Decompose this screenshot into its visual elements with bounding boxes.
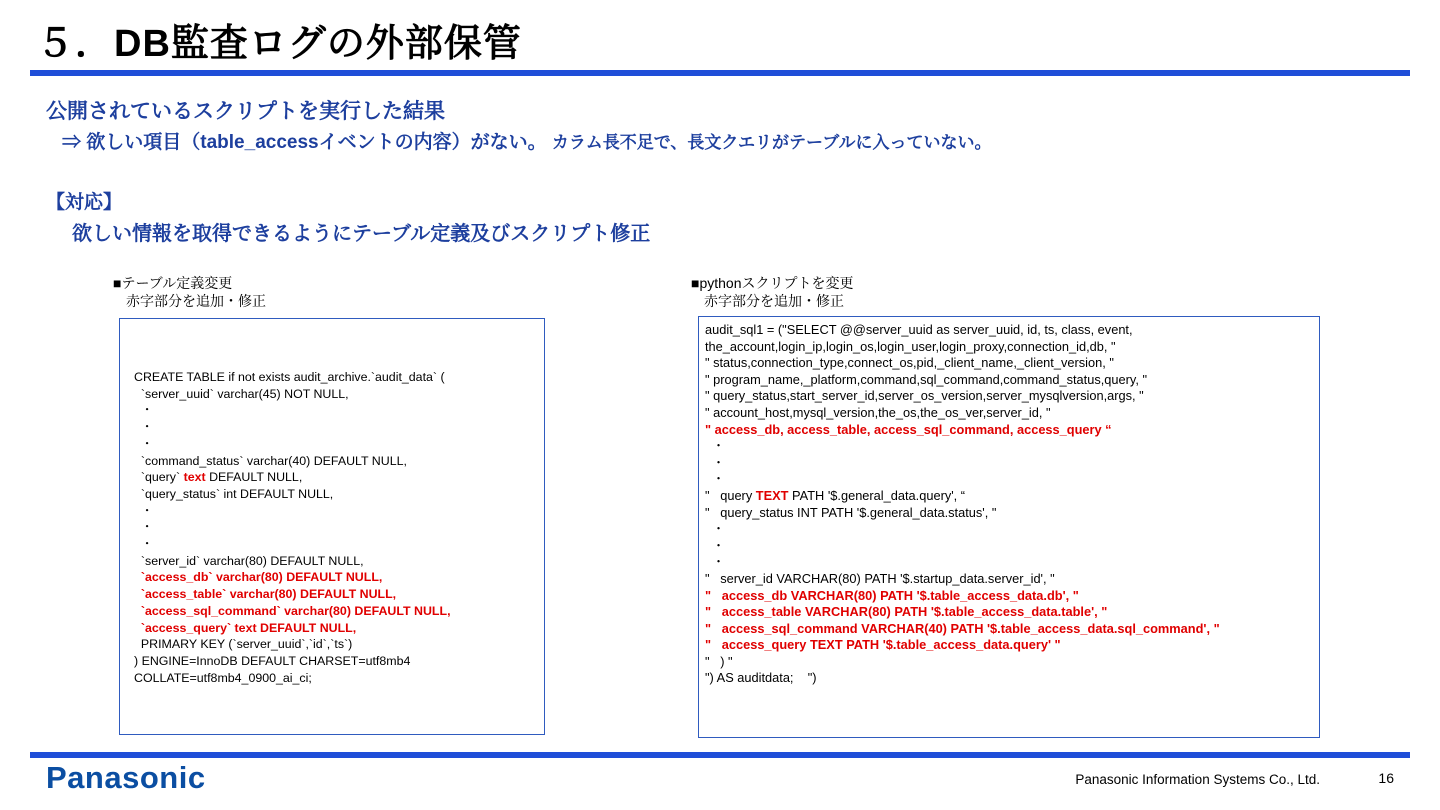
code-line: " query_status,start_server_id,server_os_version,server_mysqlversion,args, " (705, 388, 1144, 404)
title-divider (30, 70, 1410, 76)
code-line: ・ (705, 438, 725, 454)
code-line: ・ (705, 521, 725, 537)
footer-company: Panasonic Information Systems Co., Ltd. (1075, 772, 1320, 787)
code-line: ・ (134, 420, 154, 435)
code-line: CREATE TABLE if not exists audit_archive.`audit_data` ( (134, 370, 445, 384)
code-line: ・ (134, 503, 154, 518)
left-panel-caption-sub: 赤字部分を追加・修正 (126, 293, 266, 309)
code-line: `server_id` varchar(80) DEFAULT NULL, (134, 553, 364, 568)
code-line: `server_uuid` varchar(45) NOT NULL, (134, 386, 349, 401)
code-line: ) ENGINE=InnoDB DEFAULT CHARSET=utf8mb4 (134, 653, 411, 668)
code-line: `access_table` varchar(80) DEFAULT NULL, (134, 587, 397, 602)
code-line: `query_status` int DEFAULT NULL, (134, 486, 334, 501)
page-number: 16 (1378, 770, 1394, 786)
code-line: ・ (705, 471, 725, 487)
code-line: `command_status` varchar(40) DEFAULT NULL, (134, 453, 407, 468)
code-line: `query` text DEFAULT NULL, (134, 470, 303, 485)
code-line: " ) " (705, 653, 733, 669)
code-line: ・ (134, 403, 154, 418)
code-line: PRIMARY KEY (`server_uuid`,`id`,`ts`) (134, 637, 353, 652)
right-panel-caption-main: ■pythonスクリプトを変更 (691, 275, 854, 291)
table-definition-panel (119, 318, 545, 735)
code-line: ・ (134, 436, 154, 451)
code-line: ・ (705, 554, 725, 570)
code-line: " query_status INT PATH '$.general_data.status', " (705, 504, 997, 520)
code-line: ・ (134, 520, 154, 535)
code-line: " query TEXT PATH '$.general_data.query', “ (705, 487, 966, 503)
code-line: " server_id VARCHAR(80) PATH '$.startup_data.server_id', " (705, 570, 1055, 586)
python-script-panel (698, 316, 1320, 738)
code-line: ・ (134, 537, 154, 552)
code-line: COLLATE=utf8mb4_0900_ai_ci; (134, 670, 312, 685)
response-body: 欲しい情報を取得できるようにテーブル定義及びスクリプト修正 (72, 223, 651, 245)
code-line: ・ (705, 454, 725, 470)
code-line: " status,connection_type,connect_os,pid,_client_name,_client_version, " (705, 355, 1114, 371)
left-panel-caption-main: ■テーブル定義変更 (113, 275, 233, 291)
intro-line-2-suffix: カラム長不足で、長文クエリがテーブルに入っていない。 (551, 133, 992, 152)
code-line: the_account,login_ip,login_os,login_user,login_proxy,connection_id,db, " (705, 338, 1116, 354)
python-script-code (705, 322, 1220, 687)
code-line: " access_query TEXT PATH '$.table_access_data.query' " (705, 637, 1061, 653)
left-panel-caption (113, 274, 266, 310)
page-title: ５．DB監査ログの外部保管 (36, 23, 522, 65)
code-line: ") AS auditdata; ") (705, 670, 817, 686)
code-line: `access_query` text DEFAULT NULL, (134, 620, 357, 635)
code-line: ・ (705, 537, 725, 553)
response-block (46, 190, 650, 248)
intro-block (46, 98, 992, 157)
code-line: `access_sql_command` varchar(80) DEFAULT NULL, (134, 603, 451, 618)
code-line: " program_name,_platform,command,sql_command,command_status,query, " (705, 371, 1148, 387)
response-heading: 【対応】 (46, 192, 123, 213)
panasonic-logo: Panasonic (46, 760, 206, 795)
right-panel-caption (691, 274, 854, 310)
intro-line-1: 公開されているスクリプトを実行した結果 (46, 100, 445, 123)
footer-divider (30, 752, 1410, 758)
code-line: " account_host,mysql_version,the_os,the_os_ver,server_id, " (705, 404, 1051, 420)
intro-line-2 (62, 129, 992, 157)
code-line: " access_db, access_table, access_sql_command, access_query “ (705, 421, 1112, 437)
right-panel-caption-sub: 赤字部分を追加・修正 (704, 293, 844, 309)
table-definition-code (134, 369, 451, 686)
code-line: `access_db` varchar(80) DEFAULT NULL, (134, 570, 383, 585)
code-line: audit_sql1 = ("SELECT @@server_uuid as server_uuid, id, ts, class, event, (705, 322, 1133, 337)
code-line: " access_table VARCHAR(80) PATH '$.table_access_data.table', " (705, 604, 1108, 620)
code-line: " access_db VARCHAR(80) PATH '$.table_access_data.db', " (705, 587, 1079, 603)
intro-line-2-prefix: ⇒ 欲しい項目（table_accessイベントの内容）がない。 (62, 132, 547, 153)
code-line: " access_sql_command VARCHAR(40) PATH '$.table_access_data.sql_command', " (705, 620, 1220, 636)
